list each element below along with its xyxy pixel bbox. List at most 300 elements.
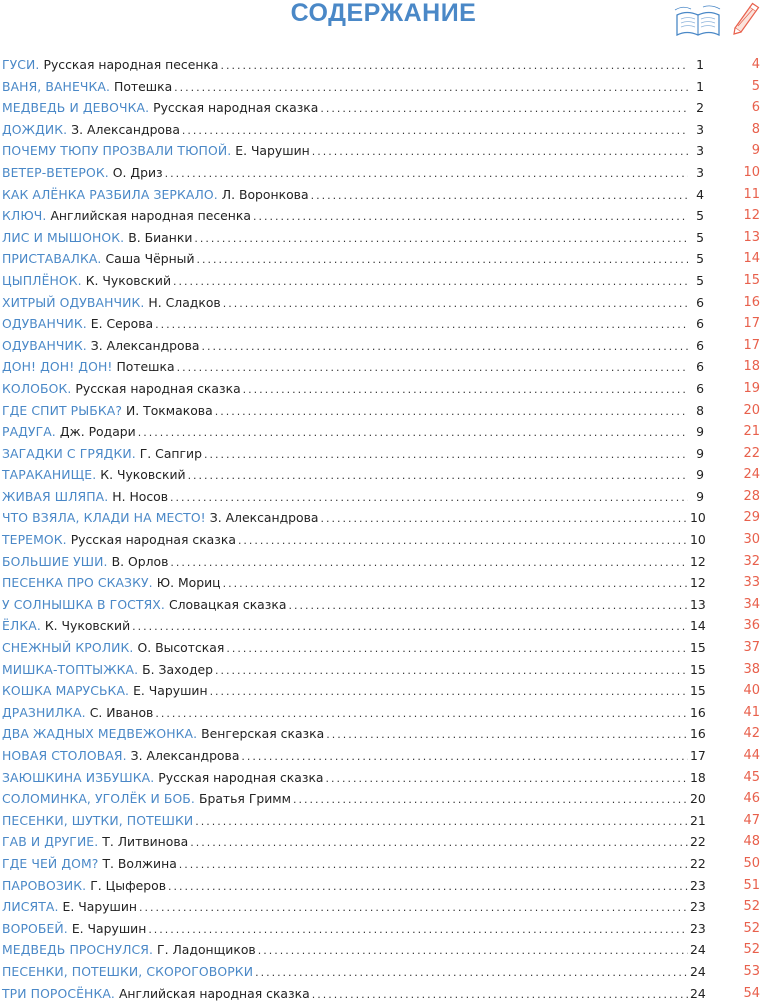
page-number-text: 17 [690,748,706,763]
entry-author: Г. Цыферов [90,877,167,893]
entry-author: Г. Сапгир [139,445,202,461]
toc-entry-text [2,940,704,961]
toc-entry-text [2,530,704,551]
dot-leader [168,877,688,897]
entry-author: Н. Сладков [148,294,221,310]
entry-title: ДВА ЖАДНЫХ МЕДВЕЖОНКА. [2,726,198,742]
entry-title: ГДЕ СПИТ РЫБКА? [2,402,123,418]
page-number-text: 15 [690,683,706,699]
dot-leader [138,423,688,443]
dot-leader [174,78,688,98]
toc-entry-text [2,897,704,918]
page-number-text: 15 [690,640,706,656]
page-number-text: 23 [690,920,706,936]
toc-entry-text [2,120,704,141]
toc-entry-text [2,206,704,227]
entry-author: Е. Чарушин [62,899,138,915]
entry-author: К. Чуковский [100,467,186,483]
page-number-text: 3 [696,143,704,159]
toc-entry[interactable] [0,940,767,962]
page-number-book: 46 [743,791,760,807]
entry-author: Ю. Мориц [156,575,221,591]
toc-entry[interactable] [0,314,767,336]
entry-title: ЁЛКА. [2,618,41,634]
entry-title: КОШКА МАРУСЬКА. [2,683,130,699]
entry-author: Русская народная песенка [43,57,219,72]
dot-leader [139,898,688,918]
page-number-text: 5 [696,251,704,267]
page-number-text: 6 [696,337,704,353]
page-number-book: 16 [743,294,760,310]
toc-entry-text [2,444,704,465]
dot-leader [173,272,688,292]
entry-title: ПЕСЕНКИ, ШУТКИ, ПОТЕШКИ [2,812,194,828]
toc-entry[interactable] [0,854,767,876]
toc-entry-text [2,77,704,98]
entry-title: КЛЮЧ. [2,208,47,224]
entry-title: ГУСИ. [2,57,40,72]
page-number-text: 1 [696,78,704,94]
entry-author: Русская народная сказка [70,532,236,548]
entry-author: Е. Чарушин [133,683,208,699]
toc-entry[interactable] [0,832,767,854]
dot-leader [326,769,688,789]
toc-entry[interactable] [0,768,767,790]
toc-entry[interactable] [0,444,767,466]
entry-author: О. Дриз [112,164,163,180]
page-number-text: 20 [690,791,706,807]
toc-entry[interactable] [0,789,767,811]
page-number-text: 12 [690,575,706,591]
page-number-book: 37 [743,640,760,656]
page-number-text: 24 [690,985,706,1001]
entry-title: У СОЛНЫШКА В ГОСТЯХ. [2,596,165,612]
page-number-text: 15 [690,661,706,677]
toc-entry[interactable] [0,724,767,746]
dot-leader [241,747,688,767]
toc-entry-text [2,163,704,184]
toc-entry[interactable] [0,638,767,660]
page-number-text: 9 [696,424,704,440]
toc-entry-text [2,789,704,810]
toc-entry-text [2,660,704,681]
entry-author: С. Иванов [89,704,154,720]
entry-author: Английская народная песенка [50,208,251,224]
dot-leader [194,229,688,249]
toc-entry-text [2,293,704,314]
entry-title: БОЛЬШИЕ УШИ. [2,553,108,569]
entry-title: НОВАЯ СТОЛОВАЯ. [2,748,127,763]
page-number-text: 8 [696,402,704,418]
entry-title: МЕДВЕДЬ И ДЕВОЧКА. [2,100,150,116]
entry-title: ПРИСТАВАЛКА. [2,251,102,267]
page-number-text: 5 [696,208,704,224]
entry-author: Т. Литвинова [102,834,189,850]
page-number-text: 18 [690,769,706,785]
page-number-book: 29 [743,510,760,526]
page-number-text: 22 [690,855,706,871]
entry-author: Венгерская сказка [201,726,325,742]
entry-title: ЖИВАЯ ШЛЯПА. [2,488,109,504]
page-number-book: 14 [743,251,760,267]
page-number-book: 42 [743,726,760,742]
entry-title: ПАРОВОЗИК. [2,877,87,893]
toc-entry[interactable] [0,876,767,898]
toc-entry[interactable] [0,163,767,185]
entry-title: ЗАЮШКИНА ИЗБУШКА. [2,769,155,785]
toc-entry[interactable] [0,379,767,401]
entry-title: СНЕЖНЫЙ КРОЛИК. [2,640,134,656]
entry-title: ТРИ ПОРОСЁНКА. [2,985,115,1001]
page-number-text: 6 [696,294,704,310]
toc-entry[interactable] [0,703,767,725]
dot-leader [195,812,688,832]
entry-title: ДОЖДИК. [2,121,68,137]
page-number-book: 10 [743,164,760,180]
page-number-book: 32 [743,553,760,569]
toc-entry-text [2,573,704,594]
toc-entry[interactable] [0,530,767,552]
page-number-book: 50 [743,855,760,871]
dot-leader [226,639,688,659]
entry-author: Т. Волжина [102,855,177,871]
toc-entry[interactable] [0,185,767,207]
entry-title: КАК АЛЁНКА РАЗБИЛА ЗЕРКАЛО. [2,186,218,202]
dot-leader [204,445,688,465]
page-number-book: 9 [751,143,760,159]
page-number-text: 1 [696,57,704,72]
page-number-book: 24 [743,467,760,483]
page-title: СОДЕРЖАНИЕ [290,0,477,27]
toc-entry-text [2,616,704,637]
page-number-text: 6 [696,316,704,332]
toc-entry-text [2,249,704,270]
dot-leader [320,99,688,119]
entry-title: ВАНЯ, ВАНЕЧКА. [2,78,111,94]
dot-leader [326,725,688,745]
entry-title: ГДЕ ЧЕЙ ДОМ? [2,855,99,871]
dot-leader [188,466,688,486]
dot-leader [197,250,688,270]
pencil-icon [731,1,761,35]
entry-title: ОДУВАНЧИК. [2,316,87,332]
entry-title: ЗАГАДКИ С ГРЯДКИ. [2,445,136,461]
toc-entry[interactable] [0,573,767,595]
entry-author: В. Бианки [128,229,193,245]
toc-entry-text [2,336,704,357]
toc-entry-text [2,228,704,249]
toc-entry[interactable] [0,681,767,703]
entry-author: О. Высотская [137,640,225,656]
dot-leader [155,704,688,724]
entry-author: Е. Серова [90,316,154,332]
entry-author: К. Чуковский [85,272,172,288]
page-number-text: 9 [696,467,704,483]
entry-title: ОДУВАНЧИК. [2,337,87,353]
entry-title: ТЕРЕМОК. [2,532,67,548]
toc-entry-text [2,55,704,76]
toc-entry[interactable] [0,336,767,358]
dot-leader [165,164,688,184]
toc-entry-text [2,465,704,486]
page-number-book: 13 [743,229,760,245]
dot-leader [170,553,688,573]
dot-leader [288,596,688,616]
toc-entry[interactable] [0,422,767,444]
dot-leader [253,207,688,227]
page-number-text: 21 [690,812,706,828]
page-number-book: 17 [743,316,760,332]
page-number-book: 36 [743,618,760,634]
dot-leader [223,294,688,314]
entry-title: ГАВ И ДРУГИЕ. [2,834,99,850]
page-number-book: 34 [743,596,760,612]
toc-entry[interactable] [0,141,767,163]
page-number-book: 15 [743,272,760,288]
dot-leader [210,682,688,702]
page-number-book: 4 [751,57,760,72]
entry-author: Русская народная сказка [158,769,324,785]
entry-title: ВОРОБЕЙ. [2,920,68,936]
toc-entry[interactable] [0,746,767,768]
table-of-contents [0,55,767,1005]
page-number-book: 12 [743,208,760,224]
toc-entry[interactable] [0,487,767,509]
entry-title: ЧТО ВЗЯЛА, КЛАДИ НА МЕСТО! [2,510,206,526]
page-number-book: 44 [743,748,760,763]
page-number-text: 10 [690,510,706,526]
entry-author: Г. Ладонщиков [157,942,256,958]
toc-entry-text [2,487,704,508]
page-number-book: 18 [743,359,760,375]
page-number-book: 17 [743,337,760,353]
toc-entry-text [2,638,704,659]
toc-entry-text [2,703,704,724]
toc-entry[interactable] [0,98,767,120]
page-number-book: 51 [743,877,760,893]
page-number-text: 5 [696,272,704,288]
toc-entry[interactable] [0,595,767,617]
entry-author: Дж. Родари [59,424,136,440]
toc-entry-text [2,681,704,702]
toc-entry-text [2,724,704,745]
entry-author: К. Чуковский [44,618,131,634]
dot-leader [293,790,688,810]
dot-leader [190,833,688,853]
entry-author: Н. Носов [112,488,169,504]
dot-leader [238,531,688,551]
toc-entry[interactable] [0,206,767,228]
entry-author: Б. Заходер [142,661,214,677]
toc-entry-text [2,379,704,400]
dot-leader [311,186,688,206]
toc-entry-text [2,357,704,378]
toc-entry[interactable] [0,77,767,99]
entry-title: ВЕТЕР-ВЕТЕРОК. [2,164,109,180]
dot-leader [155,315,688,335]
toc-entry-text [2,919,704,940]
dot-leader [132,617,688,637]
toc-entry-text [2,768,704,789]
entry-author: З. Александрова [71,121,180,137]
page-number-text: 24 [690,942,706,958]
entry-author: З. Александрова [90,337,200,353]
page-number-text: 3 [696,164,704,180]
toc-entry[interactable] [0,962,767,984]
page-number-book: 19 [743,380,760,396]
toc-entry[interactable] [0,897,767,919]
page-number-book: 21 [743,424,760,440]
toc-entry-text [2,271,704,292]
page-number-text: 13 [690,596,706,612]
page-number-text: 22 [690,834,706,850]
toc-entry-text [2,185,704,206]
dot-leader [321,509,689,529]
page-number-text: 9 [696,445,704,461]
entry-author: В. Орлов [111,553,169,569]
dot-leader [223,574,688,594]
dot-leader [148,920,688,940]
toc-entry[interactable] [0,55,767,77]
page-number-text: 16 [690,704,706,720]
toc-entry-text [2,984,704,1005]
entry-title: ДРАЗНИЛКА. [2,704,86,720]
page-number-book: 53 [743,963,760,979]
toc-entry[interactable] [0,811,767,833]
page-number-text: 9 [696,488,704,504]
dot-leader [312,985,688,1005]
toc-entry-text [2,508,704,529]
entry-author: Е. Чарушин [235,143,310,159]
page-number-book: 22 [743,445,760,461]
toc-entry[interactable] [0,401,767,423]
page-number-book: 52 [743,899,760,915]
page-number-book: 8 [751,121,760,137]
page-number-book: 45 [743,769,760,785]
entry-author: З. Александрова [209,510,319,526]
dot-leader [215,661,688,681]
toc-entry[interactable] [0,228,767,250]
entry-author: Словацкая сказка [168,596,287,612]
toc-entry[interactable] [0,249,767,271]
dot-leader [170,488,688,508]
toc-entry[interactable] [0,984,767,1005]
entry-author: З. Александрова [130,748,240,763]
entry-author: Саша Чёрный [105,251,195,267]
page-number-book: 33 [743,575,760,591]
toc-entry[interactable] [0,120,767,142]
page-number-book: 30 [743,532,760,548]
page-number-book: 20 [743,402,760,418]
page-number-book: 47 [743,812,760,828]
entry-title: ДОН! ДОН! ДОН! [2,359,113,375]
page-number-text: 3 [696,121,704,137]
entry-title: РАДУГА. [2,424,56,440]
page-number-book: 11 [743,186,760,202]
entry-title: ПОЧЕМУ ТЮПУ ПРОЗВАЛИ ТЮПОЙ. [2,143,232,159]
page-number-text: 4 [696,186,704,202]
dot-leader [215,402,688,422]
page-number-book: 38 [743,661,760,677]
dot-leader [177,358,688,378]
entry-author: Л. Воронкова [221,186,309,202]
page-number-text: 23 [690,899,706,915]
page-number-text: 6 [696,380,704,396]
toc-entry-text [2,746,704,767]
toc-entry-text [2,401,704,422]
toc-entry[interactable] [0,552,767,574]
dot-leader [221,56,689,76]
toc-entry[interactable] [0,293,767,315]
toc-entry-text [2,595,704,616]
entry-author: Русская народная сказка [153,100,319,116]
dot-leader [312,142,688,162]
page-number-text: 10 [690,532,706,548]
page-number-text: 16 [690,726,706,742]
page-number-text: 6 [696,359,704,375]
toc-entry-text [2,876,704,897]
entry-title: ХИТРЫЙ ОДУВАНЧИК. [2,294,145,310]
dot-leader [255,963,688,983]
page-number-book: 6 [751,100,760,116]
entry-author: Е. Чарушин [71,920,147,936]
toc-entry[interactable] [0,465,767,487]
page-number-book: 52 [743,920,760,936]
page-number-book: 54 [743,985,760,1001]
toc-entry-text [2,314,704,335]
dot-leader [182,121,688,141]
toc-entry-text [2,422,704,443]
dot-leader [258,941,688,961]
page-number-text: 2 [696,100,704,116]
entry-title: ЛИС И МЫШОНОК. [2,229,125,245]
page-number-text: 5 [696,229,704,245]
page-number-text: 12 [690,553,706,569]
toc-entry-text [2,141,704,162]
toc-entry[interactable] [0,616,767,638]
entry-author: Потешка [116,359,175,375]
toc-entry[interactable] [0,508,767,530]
entry-title: МЕДВЕДЬ ПРОСНУЛСЯ. [2,942,154,958]
entry-author: Братья Гримм [198,791,291,807]
toc-entry[interactable] [0,271,767,293]
entry-title: ПЕСЕНКИ, ПОТЕШКИ, СКОРОГОВОРКИ [2,963,254,979]
toc-entry[interactable] [0,919,767,941]
page-number-book: 5 [751,78,760,94]
entry-author: И. Токмакова [126,402,213,418]
entry-author: Английская народная сказка [118,985,310,1001]
entry-title: ТАРАКАНИЩЕ. [2,467,97,483]
page-number-book: 52 [743,942,760,958]
toc-entry-text [2,962,704,983]
page-number-book: 48 [743,834,760,850]
entry-title: ПЕСЕНКА ПРО СКАЗКУ. [2,575,153,591]
toc-entry[interactable] [0,660,767,682]
dot-leader [202,337,688,357]
entry-author: Русская народная сказка [75,380,241,396]
entry-title: МИШКА-ТОПТЫЖКА. [2,661,139,677]
toc-entry[interactable] [0,357,767,379]
entry-title: ЦЫПЛЁНОК. [2,272,82,288]
entry-author: Потешка [114,78,173,94]
dot-leader [243,380,688,400]
toc-entry-text [2,98,704,119]
page-number-book: 41 [743,704,760,720]
entry-title: СОЛОМИНКА, УГОЛЁК И БОБ. [2,791,195,807]
toc-entry-text [2,832,704,853]
page-number-book: 28 [743,488,760,504]
page-number-text: 23 [690,877,706,893]
